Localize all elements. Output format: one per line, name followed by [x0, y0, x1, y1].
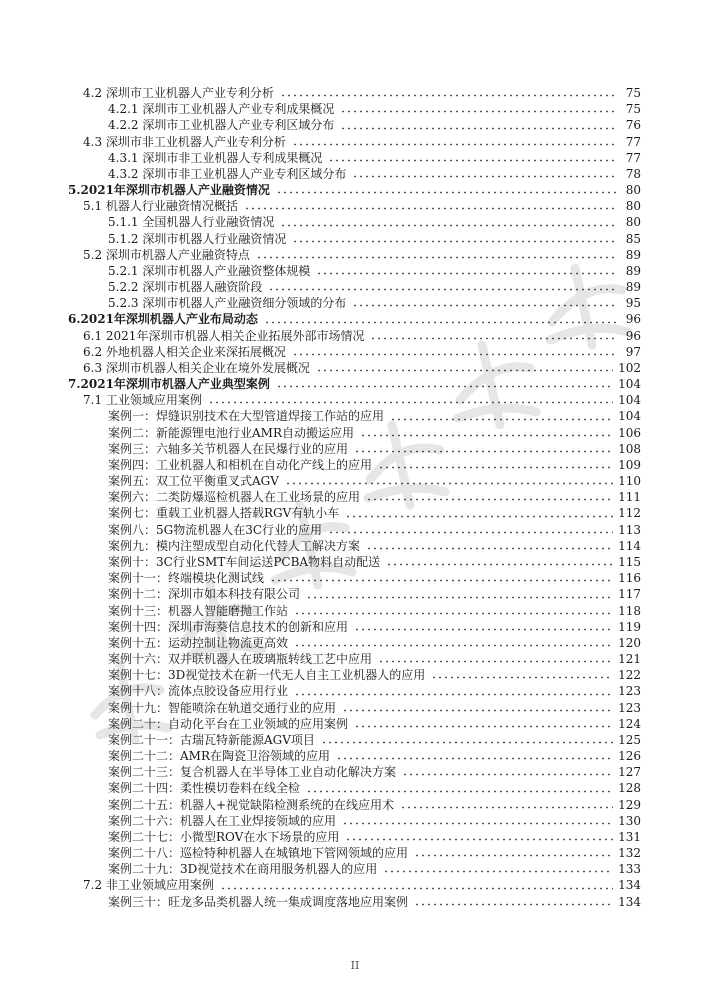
toc-section-entry[interactable] — [0, 328, 641, 344]
toc-entry-page-number: 97 — [625, 344, 641, 359]
toc-entry-page-number: 133 — [618, 862, 641, 877]
toc-entry-page-number: 123 — [618, 700, 641, 715]
toc-entry-page-number: 125 — [618, 732, 641, 747]
toc-entry-page-number: 104 — [618, 393, 641, 408]
toc-entry-title: 6.2 外地机器人相关企业来深拓展概况 — [83, 344, 286, 359]
toc-entry-title: 案例二十八：巡检特种机器人在城镇地下管网领域的应用 — [108, 846, 409, 861]
toc-entry-title: 案例十一：终端模块化测试线 — [108, 571, 265, 586]
dot-leader — [366, 547, 613, 550]
toc-entry-title: 案例二十七：小微型ROV在水下场景的应用 — [108, 829, 340, 844]
toc-chapter-entry[interactable] — [0, 182, 641, 198]
toc-entry-title: 案例二十九：3D视觉技术在商用服务机器人的应用 — [108, 862, 378, 877]
toc-subsection-entry[interactable] — [0, 166, 641, 182]
toc-section-entry[interactable] — [0, 392, 641, 408]
toc-subsection-entry[interactable] — [0, 538, 641, 554]
toc-entry-title: 案例三：六轴多关节机器人在民爆行业的应用 — [108, 441, 349, 456]
toc-section-entry[interactable] — [0, 360, 641, 376]
toc-subsection-entry[interactable] — [0, 457, 641, 473]
toc-entry-page-number: 134 — [618, 894, 641, 909]
dot-leader — [328, 531, 613, 534]
dot-leader — [292, 143, 618, 146]
toc-entry-title: 7.2 非工业领域应用案例 — [83, 878, 214, 893]
dot-leader — [292, 240, 618, 243]
toc-entry-title: 案例十九：智能喷涂在轨道交通行业的应用 — [108, 700, 337, 715]
dot-leader — [386, 563, 613, 566]
dot-leader — [354, 628, 613, 631]
dot-leader — [306, 790, 613, 793]
toc-entry-page-number: 80 — [625, 183, 641, 198]
dot-leader — [276, 191, 618, 194]
toc-entry-title: 案例五：双工位平衡重叉式AGV — [108, 474, 279, 489]
toc-section-entry[interactable] — [0, 344, 641, 360]
dot-leader — [316, 272, 618, 275]
dot-leader — [354, 725, 613, 728]
toc-subsection-entry[interactable] — [0, 813, 641, 829]
toc-subsection-entry[interactable] — [0, 716, 641, 732]
toc-entry-page-number: 89 — [625, 263, 641, 278]
dot-leader — [280, 94, 618, 97]
toc-entry-title: 案例二十六：机器人在工业焊接领域的应用 — [108, 813, 337, 828]
toc-entry-page-number: 130 — [618, 813, 641, 828]
toc-entry-title: 6.3 深圳市机器人相关企业在境外发展概况 — [83, 360, 310, 375]
toc-entry-title: 案例二十一：古瑞瓦特新能源AGV项目 — [108, 732, 315, 747]
dot-leader — [360, 434, 613, 437]
toc-chapter-entry[interactable] — [0, 311, 641, 327]
toc-entry-page-number: 78 — [625, 166, 641, 181]
toc-entry-title: 案例八：5G物流机器人在3C行业的应用 — [108, 522, 323, 537]
toc-entry-title: 案例二十五：机器人+视觉缺陷检测系统的在线应用术 — [108, 797, 395, 812]
dot-leader — [340, 127, 618, 130]
toc-entry-title: 4.3.2 深圳市非工业机器人产业专利区域分布 — [108, 166, 347, 181]
toc-entry-title: 案例十二：深圳市如本科技有限公司 — [108, 587, 301, 602]
toc-subsection-entry[interactable] — [0, 150, 641, 166]
dot-leader — [321, 741, 613, 744]
toc-section-entry[interactable] — [0, 247, 641, 263]
toc-entry-page-number: 134 — [618, 878, 641, 893]
dot-leader — [276, 385, 613, 388]
dot-leader — [354, 450, 613, 453]
dot-leader — [383, 870, 613, 873]
dot-leader — [370, 337, 618, 340]
dot-leader — [352, 304, 618, 307]
dot-leader — [270, 579, 613, 582]
toc-entry-title: 案例二十二：AMR在陶瓷卫浴领域的应用 — [108, 749, 330, 764]
toc-entry-page-number: 108 — [618, 441, 641, 456]
toc-entry-page-number: 89 — [625, 280, 641, 295]
toc-entry-page-number: 127 — [618, 765, 641, 780]
toc-entry-page-number: 85 — [625, 231, 641, 246]
toc-subsection-entry[interactable] — [0, 700, 641, 716]
toc-entry-page-number: 109 — [618, 457, 641, 472]
dot-leader — [431, 676, 613, 679]
dot-leader — [256, 256, 618, 259]
toc-entry-title: 案例十八：流体点胶设备应用行业 — [108, 684, 289, 699]
toc-entry-title: 5.2.1 深圳市机器人产业融资整体规模 — [108, 263, 311, 278]
toc-entry-page-number: 114 — [618, 538, 641, 553]
toc-entry-page-number: 132 — [618, 846, 641, 861]
toc-entry-title: 案例二：新能源锂电池行业AMR自动搬运应用 — [108, 425, 354, 440]
toc-entry-page-number: 95 — [625, 296, 641, 311]
dot-leader — [345, 515, 613, 518]
toc-subsection-entry[interactable] — [0, 586, 641, 602]
toc-subsection-entry[interactable] — [0, 408, 641, 424]
toc-subsection-entry[interactable] — [0, 635, 641, 651]
toc-subsection-entry[interactable] — [0, 894, 641, 910]
toc-subsection-entry[interactable] — [0, 117, 641, 133]
toc-entry-page-number: 104 — [618, 409, 641, 424]
dot-leader — [292, 353, 618, 356]
toc-subsection-entry[interactable] — [0, 231, 641, 247]
toc-subsection-entry[interactable] — [0, 570, 641, 586]
dot-leader — [390, 418, 613, 421]
toc-entry-page-number: 77 — [625, 150, 641, 165]
toc-subsection-entry[interactable] — [0, 683, 641, 699]
toc-entry-page-number: 124 — [618, 716, 641, 731]
dot-leader — [208, 401, 613, 404]
dot-leader — [378, 660, 613, 663]
toc-entry-page-number: 110 — [618, 474, 641, 489]
toc-entry-title: 5.1 机器人行业融资情况概括 — [83, 199, 238, 214]
toc-entry-title: 案例二十三：复合机器人在半导体工业自动化解决方案 — [108, 765, 397, 780]
toc-entry-title: 4.3 深圳市非工业机器人产业专利分析 — [83, 134, 286, 149]
dot-leader — [244, 207, 618, 210]
toc-subsection-entry[interactable] — [0, 263, 641, 279]
toc-subsection-entry[interactable] — [0, 667, 641, 683]
dot-leader — [268, 288, 618, 291]
toc-entry-title: 案例三十：旺龙多品类机器人统一集成调度落地应用案例 — [108, 894, 409, 909]
toc-entry-page-number: 102 — [618, 360, 641, 375]
toc-subsection-entry[interactable] — [0, 797, 641, 813]
toc-chapter-entry[interactable] — [0, 376, 641, 392]
dot-leader — [340, 110, 618, 113]
toc-entry-page-number: 119 — [618, 619, 641, 634]
toc-entry-page-number: 116 — [618, 571, 641, 586]
toc-subsection-entry[interactable] — [0, 279, 641, 295]
toc-entry-title: 4.2 深圳市工业机器人产业专利分析 — [83, 86, 274, 100]
toc-entry-title: 5.2 深圳市机器人产业融资特点 — [83, 247, 250, 262]
toc-subsection-entry[interactable] — [0, 780, 641, 796]
dot-leader — [285, 482, 613, 485]
toc-entry-title: 4.3.1 深圳市非工业机器人专利成果概况 — [108, 150, 323, 165]
toc-subsection-entry[interactable] — [0, 425, 641, 441]
toc-entry-page-number: 104 — [618, 377, 641, 392]
dot-leader — [328, 159, 618, 162]
toc-entry-title: 案例十四：深圳市海葵信息技术的创新和应用 — [108, 619, 349, 634]
toc-entry-page-number: 75 — [625, 102, 641, 117]
toc-entry-page-number: 80 — [625, 199, 641, 214]
toc-entry-title: 4.2.1 深圳市工业机器人产业专利成果概况 — [108, 102, 335, 117]
toc-section-entry[interactable] — [0, 877, 641, 893]
dot-leader — [366, 498, 613, 501]
dot-leader — [220, 887, 613, 890]
toc-subsection-entry[interactable] — [0, 619, 641, 635]
dot-leader — [294, 612, 613, 615]
toc-entry-title: 案例十五：运动控制让物流更高效 — [108, 635, 289, 650]
toc-entry-page-number: 120 — [618, 635, 641, 650]
toc-entry-page-number: 118 — [618, 603, 641, 618]
toc-entry-title: 案例九：模内注塑成型自动化代替人工解决方案 — [108, 538, 361, 553]
toc-entry-page-number: 126 — [618, 749, 641, 764]
toc-subsection-entry[interactable] — [0, 861, 641, 877]
toc-entry-page-number: 106 — [618, 425, 641, 440]
toc-entry-page-number: 76 — [625, 118, 641, 133]
toc-subsection-entry[interactable] — [0, 732, 641, 748]
dot-leader — [294, 644, 613, 647]
toc-entry-page-number: 113 — [618, 522, 641, 537]
toc-entry-title: 6.2021年深圳机器人产业布局动态 — [68, 312, 258, 327]
dot-leader — [264, 321, 618, 324]
toc-entry-title: 6.1 2021年深圳市机器人相关企业拓展外部市场情况 — [83, 328, 365, 343]
toc-entry-page-number: 112 — [618, 506, 641, 521]
toc-entry-page-number: 121 — [618, 652, 641, 667]
toc-subsection-entry[interactable] — [0, 295, 641, 311]
toc-entry-page-number: 115 — [618, 554, 641, 569]
toc-subsection-entry[interactable] — [0, 489, 641, 505]
toc-subsection-entry[interactable] — [0, 651, 641, 667]
toc-entry-page-number: 96 — [625, 328, 641, 343]
dot-leader — [414, 854, 613, 857]
dot-leader — [402, 773, 613, 776]
toc-entry-title: 案例十七：3D视觉技术在新一代无人自主工业机器人的应用 — [108, 668, 426, 683]
toc-entry-page-number: 80 — [625, 215, 641, 230]
dot-leader — [352, 175, 618, 178]
toc-entry-title: 7.1 工业领域应用案例 — [83, 393, 202, 408]
toc-entry-title: 5.2.3 深圳市机器人产业融资细分领域的分布 — [108, 296, 347, 311]
toc-entry-title: 案例四：工业机器人和相机在自动化产线上的应用 — [108, 457, 373, 472]
toc-entry-title: 案例二十：自动化平台在工业领域的应用案例 — [108, 716, 349, 731]
toc-subsection-entry[interactable] — [0, 845, 641, 861]
dot-leader — [342, 822, 613, 825]
toc-entry-title: 案例十六：双并联机器人在玻璃瓶转线工艺中应用 — [108, 652, 373, 667]
toc-entry-page-number: 128 — [618, 781, 641, 796]
toc-entry-title: 案例十：3C行业SMT车间运送PCBA物料自动配送 — [108, 554, 381, 569]
toc-subsection-entry[interactable] — [0, 441, 641, 457]
toc-entry-title: 5.2021年深圳市机器人产业融资情况 — [68, 183, 270, 198]
toc-subsection-entry[interactable] — [0, 748, 641, 764]
dot-leader — [280, 224, 618, 227]
toc-entry-title: 案例二十四：柔性模切卷料在线全检 — [108, 781, 301, 796]
toc-section-entry[interactable] — [0, 85, 641, 101]
dot-leader — [414, 903, 613, 906]
dot-leader — [400, 806, 613, 809]
toc-subsection-entry[interactable] — [0, 829, 641, 845]
toc-subsection-entry[interactable] — [0, 505, 641, 521]
toc-section-entry[interactable] — [0, 134, 641, 150]
toc-entry-title: 5.1.1 全国机器人行业融资情况 — [108, 215, 275, 230]
toc-entry-title: 4.2.2 深圳市工业机器人产业专利区域分布 — [108, 118, 335, 133]
toc-entry-page-number: 77 — [625, 134, 641, 149]
toc-section-entry[interactable] — [0, 198, 641, 214]
dot-leader — [342, 709, 613, 712]
toc-entry-page-number: 117 — [618, 587, 641, 602]
dot-leader — [306, 596, 613, 599]
toc-subsection-entry[interactable] — [0, 554, 641, 570]
toc-entry-title: 7.2021年深圳市机器人产业典型案例 — [68, 377, 270, 392]
toc-subsection-entry[interactable] — [0, 214, 641, 230]
toc-subsection-entry[interactable] — [0, 473, 641, 489]
dot-leader — [378, 466, 613, 469]
toc-subsection-entry[interactable] — [0, 603, 641, 619]
toc-entry-title: 案例六：二类防爆巡检机器人在工业场景的应用 — [108, 490, 361, 505]
toc-entry-title: 案例一：焊缝识别技术在大型管道焊接工作站的应用 — [108, 409, 385, 424]
toc-entry-page-number: 75 — [625, 86, 641, 100]
toc-entry-page-number: 89 — [625, 247, 641, 262]
toc-subsection-entry[interactable] — [0, 101, 641, 117]
toc-entry-page-number: 131 — [618, 829, 641, 844]
page-number-footer: II — [350, 959, 360, 972]
toc-subsection-entry[interactable] — [0, 522, 641, 538]
toc-subsection-entry[interactable] — [0, 764, 641, 780]
toc-entry-page-number: 111 — [618, 490, 641, 505]
toc-entry-title: 案例十三：机器人智能磨抛工作站 — [108, 603, 289, 618]
dot-leader — [294, 693, 613, 696]
toc-entry-page-number: 122 — [618, 668, 641, 683]
toc-entry-title: 5.1.2 深圳市机器人行业融资情况 — [108, 231, 287, 246]
dot-leader — [336, 757, 613, 760]
table-of-contents — [0, 85, 641, 910]
toc-entry-page-number: 96 — [625, 312, 641, 327]
dot-leader — [345, 838, 613, 841]
dot-leader — [316, 369, 613, 372]
toc-entry-page-number: 129 — [618, 797, 641, 812]
toc-entry-title: 案例七：重载工业机器人搭载RGV有轨小车 — [108, 506, 340, 521]
toc-entry-title: 5.2.2 深圳市机器人融资阶段 — [108, 280, 263, 295]
toc-entry-page-number: 123 — [618, 684, 641, 699]
